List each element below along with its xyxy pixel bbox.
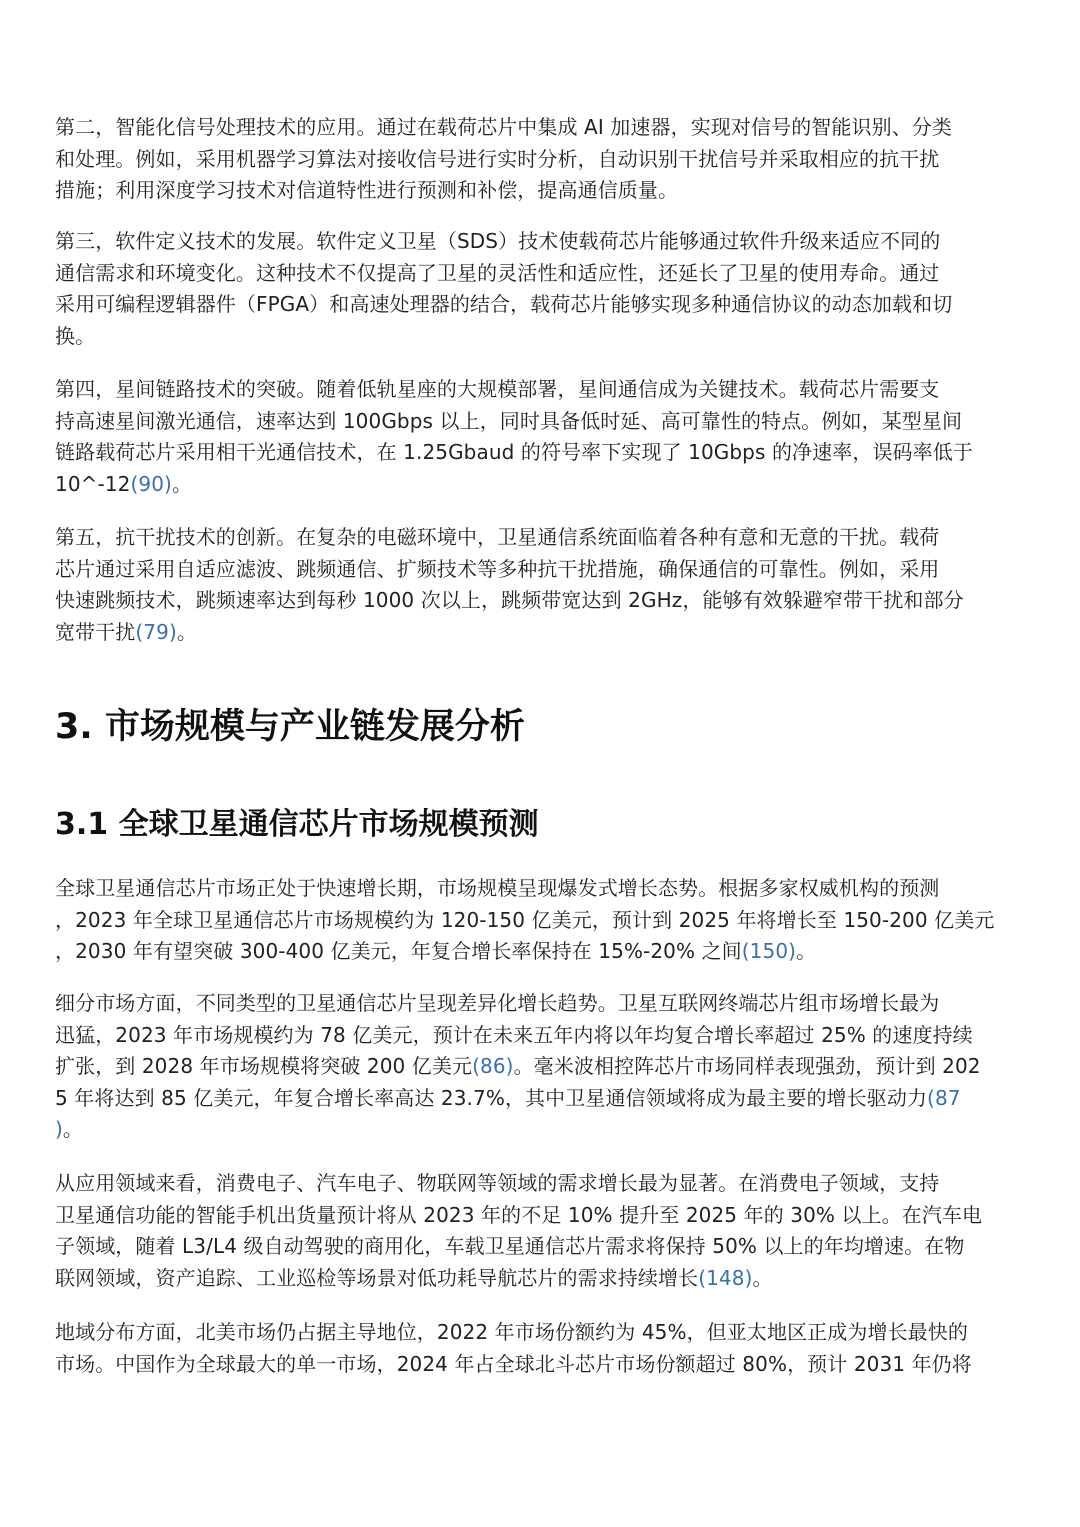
text-line: 第三，软件定义技术的发展。软件定义卫星（SDS）技术使载荷芯片能够通过软件升级来适应不同的	[55, 229, 941, 253]
text-line	[55, 469, 1030, 501]
citation-link[interactable]: )	[55, 1117, 63, 1141]
text-line: 地域分布方面，北美市场仍占据主导地位，2022 年市场份额约为 45%，但亚太地区正成为增长最快的	[55, 1320, 968, 1344]
text-fragment: 。	[752, 1265, 773, 1290]
text-line: 链路载荷芯片采用相干光通信技术，在 1.25Gbaud 的符号率下实现了 10Gbps 的净速率，误码率低于	[55, 440, 973, 464]
paragraph-application	[55, 1168, 1030, 1294]
text-line: ，2023 年全球卫星通信芯片市场规模约为 120-150 亿美元，预计到 2025 年将增长至 150-200 亿美元	[55, 907, 995, 932]
text-line: 从应用领域来看，消费电子、汽车电子、物联网等领域的需求增长最为显著。在消费电子领域，支持	[55, 1171, 940, 1195]
citation-link[interactable]: (150)	[741, 939, 797, 963]
paragraph-fifth	[55, 522, 1030, 648]
text-line: 第二，智能化信号处理技术的应用。通过在载荷芯片中集成 AI 加速器，实现对信号的智能识别、分类	[55, 115, 952, 139]
text-line: 第四，星间链路技术的突破。随着低轨星座的大规模部署，星间通信成为关键技术。载荷芯片需要支	[55, 377, 940, 401]
text-line	[55, 617, 1030, 649]
text-line: 持高速星间激光通信，速率达到 100Gbps 以上，同时具备低时延、高可靠性的特点。例如，某型星间	[55, 408, 963, 433]
paragraph-segment-market	[55, 988, 1030, 1146]
text-line	[55, 1083, 1030, 1115]
text-line: 通信需求和环境变化。这种技术不仅提高了卫星的灵活性和适应性，还延长了卫星的使用寿命。通过	[55, 260, 940, 285]
paragraph-second	[55, 112, 1030, 207]
text-line	[55, 1263, 1030, 1295]
text-line: 采用可编程逻辑器件（FPGA）和高速处理器的结合，载荷芯片能够实现多种通信协议的动态加载和切	[55, 292, 953, 316]
citation-link[interactable]: (87	[927, 1085, 961, 1110]
text-line: 市场。中国作为全球最大的单一市场，2024 年占全球北斗芯片市场份额超过 80%，预计 2031 年仍将	[55, 1351, 972, 1376]
text-line: 第五，抗干扰技术的创新。在复杂的电磁环境中，卫星通信系统面临着各种有意和无意的干扰。载荷	[55, 525, 940, 549]
citation-link[interactable]: (86)	[472, 1054, 514, 1078]
text-line	[55, 1051, 1030, 1083]
text-line	[55, 936, 1030, 968]
text-fragment: 。	[171, 471, 193, 496]
section-heading: 3. 市场规模与产业链发展分析	[55, 707, 525, 747]
paragraph-third	[55, 226, 1030, 352]
text-fragment: 5 年将达到 85 亿美元，年复合增长率高达 23.7%，其中卫星通信领域将成为最主要的增长驱动力	[55, 1085, 928, 1110]
citation-link[interactable]: (90)	[130, 471, 172, 496]
text-line: 措施；利用深度学习技术对信道特性进行预测和补偿，提高通信质量。	[55, 178, 679, 202]
text-line: 和处理。例如，采用机器学习算法对接收信号进行实时分析，自动识别干扰信号并采取相应的抗干扰	[55, 146, 940, 171]
text-line: 卫星通信功能的智能手机出货量预计将从 2023 年的不足 10% 提升至 2025 年的 30% 以上。在汽车电	[55, 1202, 983, 1227]
text-line: 全球卫星通信芯片市场正处于快速增长期，市场规模呈现爆发式增长态势。根据多家权威机构的预测	[55, 876, 940, 900]
text-line: 快速跳频技术，跳频速率达到每秒 1000 次以上，跳频带宽达到 2GHz，能够有效躲避窄带干扰和部分	[55, 588, 964, 612]
text-fragment: 。毫米波相控阵芯片市场同样表现强劲，预计到 202	[513, 1054, 981, 1078]
paragraph-region	[55, 1317, 1030, 1380]
text-line: 换。	[55, 323, 96, 348]
paragraph-global-market	[55, 873, 1030, 968]
citation-link[interactable]: (148)	[698, 1265, 753, 1290]
text-line	[55, 1114, 1030, 1146]
text-fragment: 。	[176, 619, 197, 644]
text-fragment: 宽带干扰	[55, 619, 136, 644]
text-fragment: 。	[62, 1117, 84, 1141]
text-fragment: 扩张，到 2028 年市场规模将突破 200 亿美元	[55, 1054, 473, 1078]
text-fragment: 联网领域，资产追踪、工业巡检等场景对低功耗导航芯片的需求持续增长	[55, 1265, 699, 1290]
text-line: 迅猛，2023 年市场规模约为 78 亿美元，预计在未来五年内将以年均复合增长率超过 25% 的速度持续	[55, 1022, 973, 1047]
text-fragment: 。	[796, 939, 817, 963]
text-fragment: ，2030 年有望突破 300-400 亿美元，年复合增长率保持在 15%-20% 之间	[55, 939, 742, 963]
text-line: 芯片通过采用自适应滤波、跳频通信、扩频技术等多种抗干扰措施，确保通信的可靠性。例如，采用	[55, 556, 940, 581]
text-fragment: 10^-12	[55, 471, 131, 496]
text-line: 细分市场方面，不同类型的卫星通信芯片呈现差异化增长趋势。卫星互联网终端芯片组市场增长最为	[55, 991, 940, 1015]
paragraph-fourth	[55, 374, 1030, 500]
subsection-heading: 3.1 全球卫星通信芯片市场规模预测	[55, 807, 539, 842]
text-line: 子领域，随着 L3/L4 级自动驾驶的商用化，车载卫星通信芯片需求将保持 50% 以上的年均增速。在物	[55, 1234, 965, 1258]
citation-link[interactable]: (79)	[135, 619, 177, 644]
